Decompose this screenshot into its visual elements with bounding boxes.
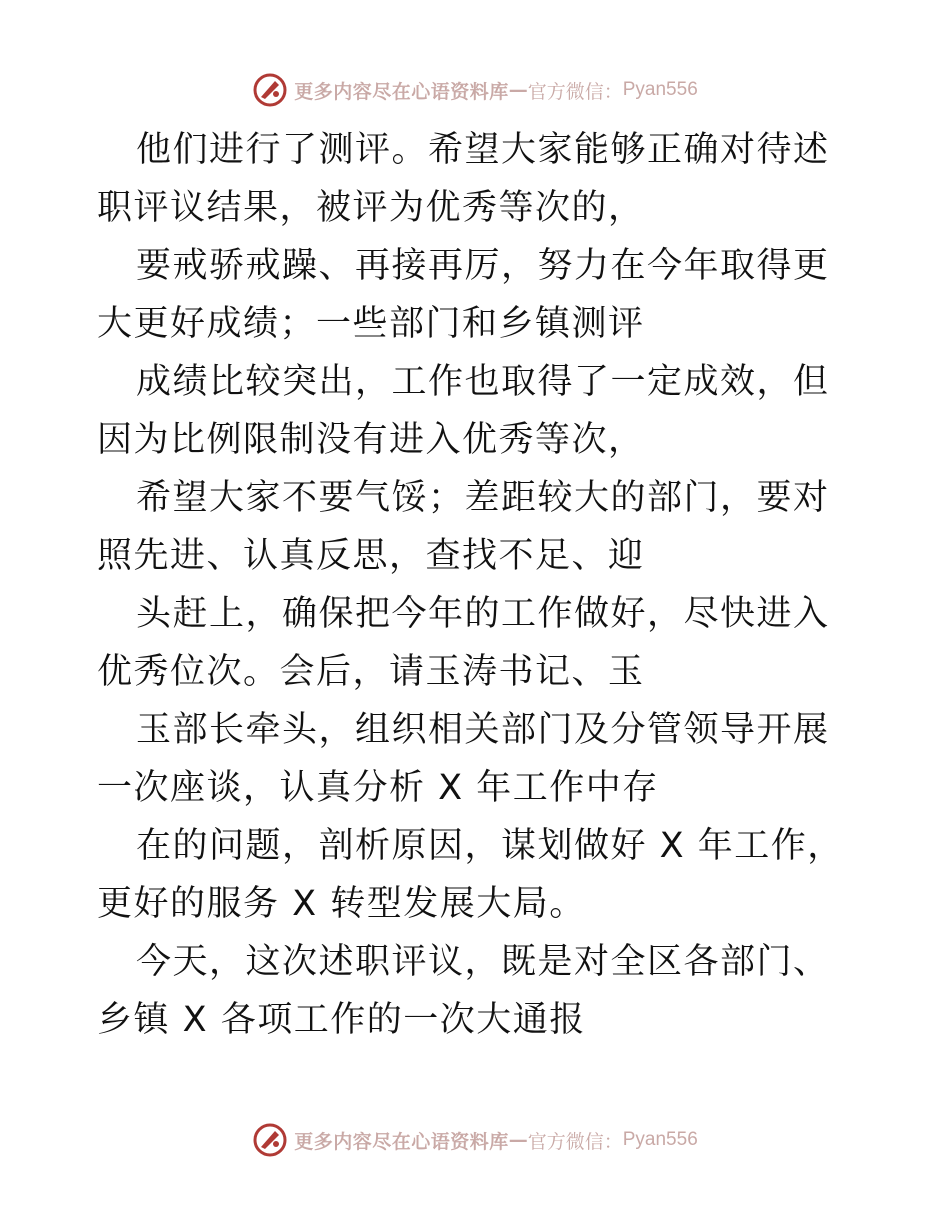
header-watermark: [0, 70, 950, 110]
logo-icon: [252, 72, 288, 108]
paragraph: 成绩比较突出，工作也取得了一定成效，但因为比例限制没有进入优秀等次，: [97, 362, 830, 460]
paragraph: 要戒骄戒躁、再接再厉，努力在今年取得更大更好成绩；一些部门和乡镇测评: [97, 246, 830, 344]
watermark-label: 官方微信：: [527, 80, 623, 103]
paragraph: 他们进行了测评。希望大家能够正确对待述职评议结果，被评为优秀等次的，: [97, 130, 830, 228]
logo-icon: [252, 1122, 288, 1158]
paragraph: 头赶上，确保把今年的工作做好，尽快进入优秀位次。会后，请玉涛书记、玉: [97, 594, 830, 692]
watermark-main-text: 更多内容尽在心语资料库: [294, 1130, 509, 1153]
paragraph: 今天，这次述职评议，既是对全区各部门、乡镇 X 各项工作的一次大通报: [97, 942, 830, 1040]
watermark-separator: —: [508, 79, 528, 101]
paragraph: 希望大家不要气馁；差距较大的部门，要对照先进、认真反思，查找不足、迎: [97, 478, 830, 576]
watermark-label: 官方微信：: [527, 1130, 623, 1153]
footer-watermark: [0, 1120, 950, 1160]
watermark-id: Pyan556: [622, 1129, 698, 1150]
watermark-main-text: 更多内容尽在心语资料库: [294, 80, 509, 103]
watermark-id: Pyan556: [622, 79, 698, 100]
paragraph: 玉部长牵头，组织相关部门及分管领导开展一次座谈，认真分析 X 年工作中存: [97, 710, 830, 808]
watermark-separator: —: [508, 1129, 528, 1151]
document-body: [97, 121, 857, 1049]
paragraph: 在的问题，剖析原因，谋划做好 X 年工作，更好的服务 X 转型发展大局。: [97, 826, 844, 924]
